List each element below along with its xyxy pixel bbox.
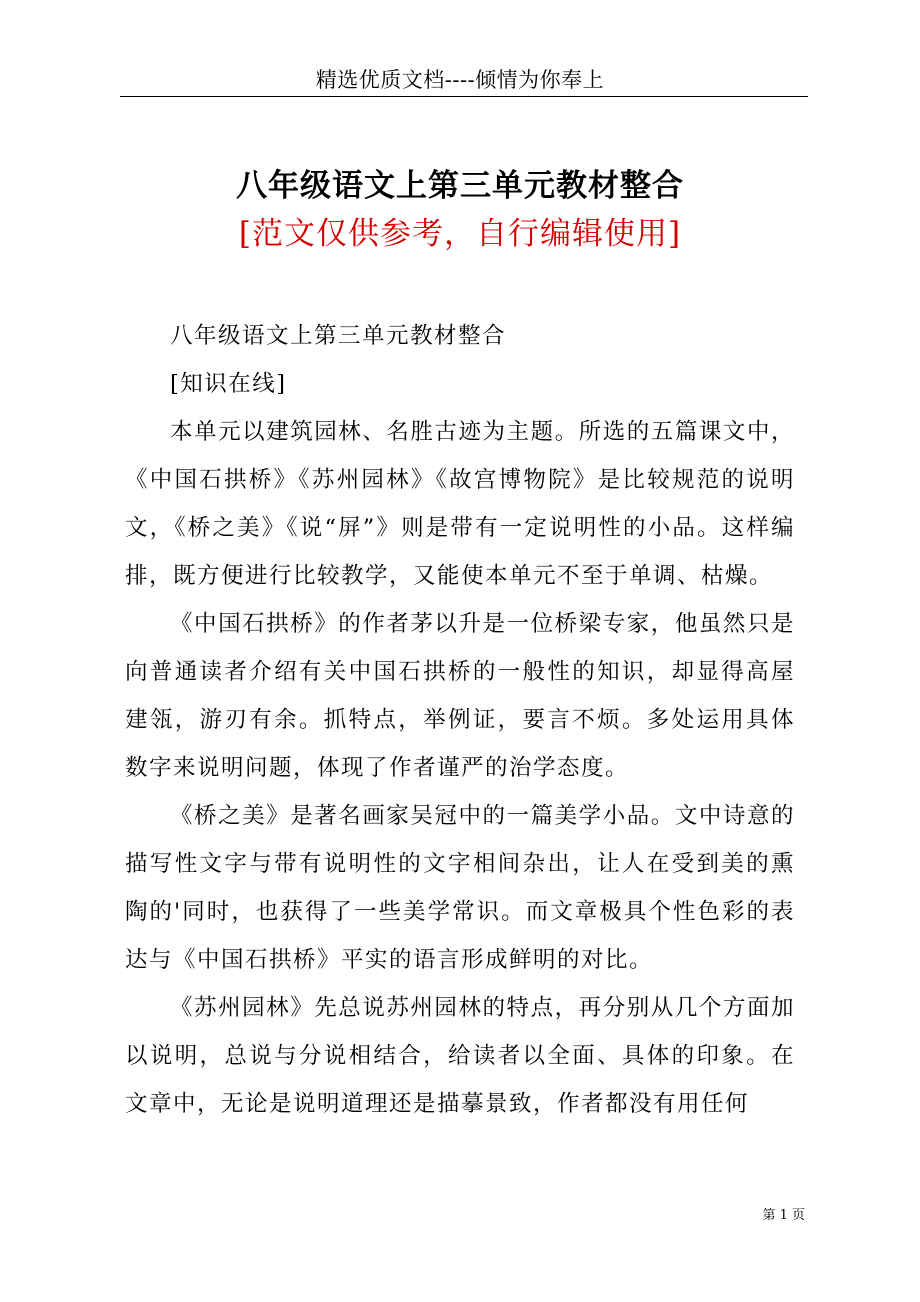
page-number: 第 1 页 [762,1208,805,1223]
page-header: 精选优质文档----倾情为你奉上 [315,68,605,92]
paragraph: 本单元以建筑园林、名胜古迹为主题。所选的五篇课文中，《中国石拱桥》《苏州园林》《故宫博物院》是比较规范的说明文，《桥之美》《说“屏”》则是带有一定说明性的小品。这样编排，既方便进行比较教学，又能使本单元不至于单调、枯燥。 [125,419,795,589]
section-label: [知识在线] [170,371,287,397]
body-heading: 八年级语文上第三单元教材整合 [170,323,507,349]
header-divider [120,96,808,97]
paragraph: 《中国石拱桥》的作者茅以升是一位桥梁专家，他虽然只是向普通读者介绍有关中国石拱桥的一般性的知识，却显得高屋建瓴，游刃有余。抓特点，举例证，要言不烦。多处运用具体数字来说明问题，体现了作者谨严的治学态度。 [125,611,795,781]
document-title: 八年级语文上第三单元教材整合 [236,168,684,204]
document-body [125,312,795,1128]
paragraph: 《桥之美》是著名画家吴冠中的一篇美学小品。文中诗意的描写性文字与带有说明性的文字相间杂出，让人在受到美的熏陶的'同时，也获得了一些美学常识。而文章极具个性色彩的表达与《中国石拱桥》平实的语言形成鲜明的对比。 [125,803,795,973]
document-subtitle: [范文仅供参考，自行编辑使用] [238,216,682,252]
paragraph: 《苏州园林》先总说苏州园林的特点，再分别从几个方面加以说明，总说与分说相结合，给读者以全面、具体的印象。在文章中，无论是说明道理还是描摹景致，作者都没有用任何 [125,995,795,1117]
